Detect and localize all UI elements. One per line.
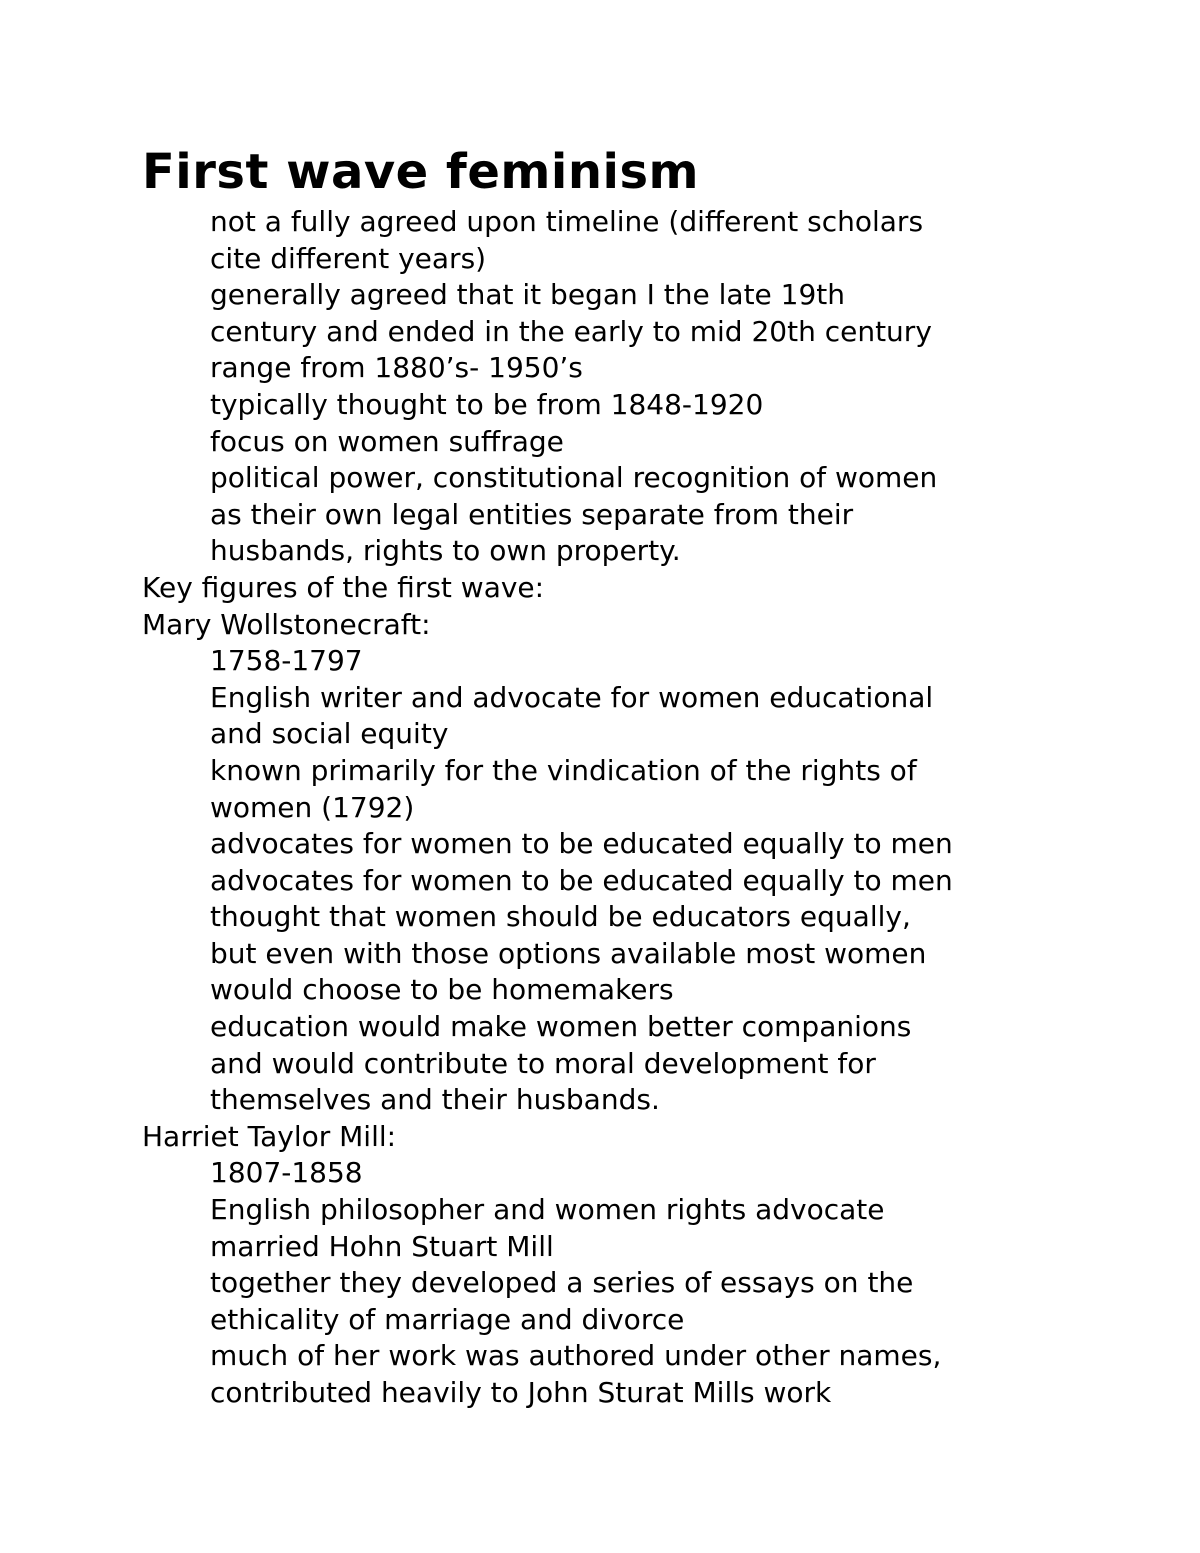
intro-line: focus on women suffrage <box>210 424 564 458</box>
figure-line: together they developed a series of essays on the <box>210 1266 914 1300</box>
page-title: First wave feminism <box>142 144 700 200</box>
figure-line: would choose to be homemakers <box>210 973 674 1007</box>
figure-line: advocates for women to be educated equally to men <box>210 827 953 861</box>
figure-section-taylor-mill <box>142 1119 1102 1412</box>
figure-line: English writer and advocate for women educational <box>210 680 934 714</box>
figure-line: and would contribute to moral development for <box>210 1046 876 1080</box>
figure-line: advocates for women to be educated equally to men <box>210 863 953 897</box>
intro-line: century and ended in the early to mid 20th century <box>210 314 932 348</box>
figure-line: themselves and their husbands. <box>210 1083 660 1117</box>
figure-line: education would make women better companions <box>210 1010 912 1044</box>
figure-line: known primarily for the vindication of the rights of <box>210 753 917 787</box>
figure-line: much of her work was authored under other names, <box>210 1339 942 1373</box>
figure-line: English philosopher and women rights advocate <box>210 1193 885 1227</box>
intro-line: husbands, rights to own property. <box>210 534 681 568</box>
figure-name: Mary Wollstonecraft: <box>142 607 431 641</box>
intro-line: generally agreed that it began I the late 19th <box>210 278 846 312</box>
intro-line: range from 1880’s- 1950’s <box>210 351 583 385</box>
figure-line: ethicality of marriage and divorce <box>210 1302 685 1336</box>
figure-line: 1758-1797 <box>210 644 363 678</box>
intro-line: not a fully agreed upon timeline (different scholars <box>210 205 924 238</box>
figure-line: 1807-1858 <box>210 1156 363 1190</box>
intro-line: typically thought to be from 1848-1920 <box>210 387 764 421</box>
document-page <box>142 140 1102 1412</box>
intro-section <box>142 204 1102 570</box>
figure-line: contributed heavily to John Sturat Mills work <box>210 1376 832 1409</box>
figure-name: Harriet Taylor Mill: <box>142 1119 397 1153</box>
figure-line: but even with those options available most women <box>210 936 927 970</box>
intro-line: political power, constitutional recognition of women <box>210 461 938 495</box>
figure-line: women (1792) <box>210 790 415 824</box>
figure-line: thought that women should be educators equally, <box>210 900 911 934</box>
intro-line: cite different years) <box>210 241 487 275</box>
key-figures-heading: Key figures of the first wave: <box>142 570 545 604</box>
figure-section-wollstonecraft <box>142 607 1102 1119</box>
figure-line: and social equity <box>210 717 449 751</box>
figure-line: married Hohn Stuart Mill <box>210 1229 554 1263</box>
intro-line: as their own legal entities separate from their <box>210 497 854 531</box>
